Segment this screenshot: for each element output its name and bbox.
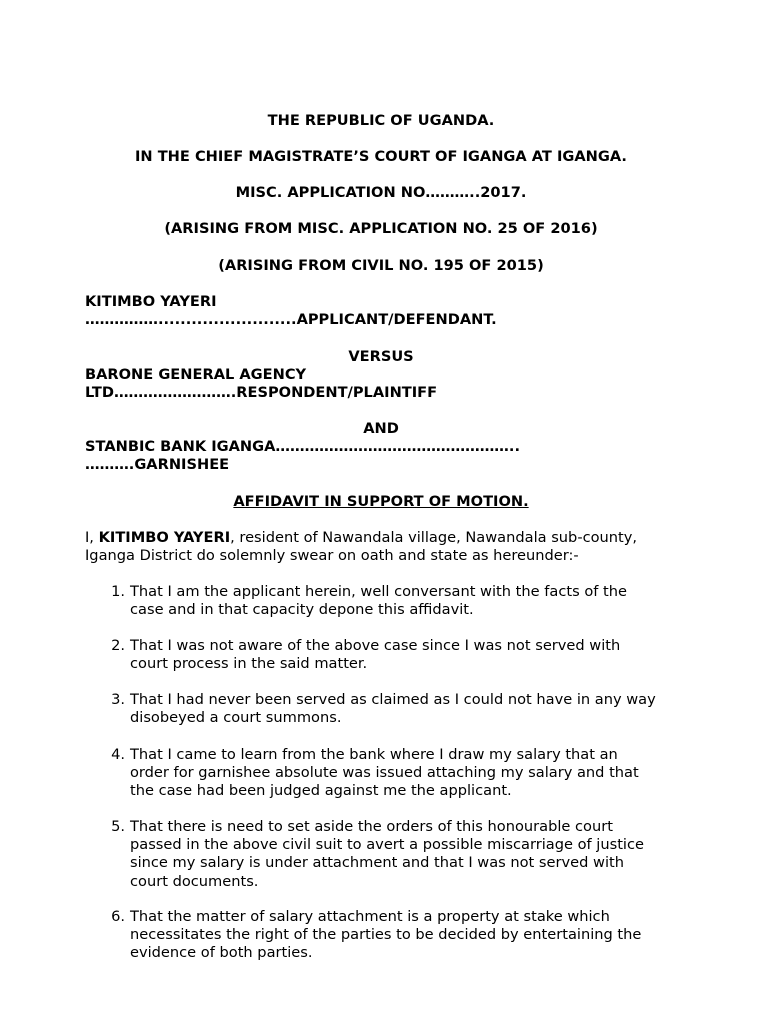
arising-from-application: (ARISING FROM MISC. APPLICATION NO. 25 OF 2016) — [164, 220, 598, 237]
item-line: court process in the said matter. — [130, 655, 368, 673]
item-line: passed in the above civil suit to avert a possible miscarriage of justice — [130, 836, 644, 854]
applicant-name: KITIMBO YAYERI — [85, 293, 217, 310]
applicant-role: …………….........................APPLICANT/DEFENDANT. — [85, 311, 497, 328]
item-line: That there is need to set aside the orders of this honourable court — [130, 818, 613, 835]
item-number: 3. — [111, 691, 125, 708]
intro-line-1 — [85, 529, 637, 546]
item-line: necessitates the right of the parties to be decided by entertaining the — [130, 926, 642, 944]
item-line: evidence of both parties. — [130, 944, 313, 962]
versus-label: VERSUS — [348, 348, 414, 365]
item-line: order for garnishee absolute was issued attaching my salary and that — [130, 764, 639, 782]
item-line: That I am the applicant herein, well conversant with the facts of the — [130, 583, 627, 600]
intro-prefix: I, — [85, 529, 99, 546]
item-line: since my salary is under attachment and that I was not served with — [130, 854, 624, 872]
and-label: AND — [363, 420, 399, 437]
court-heading: IN THE CHIEF MAGISTRATE’S COURT OF IGANGA AT IGANGA. — [135, 148, 627, 165]
item-line: disobeyed a court summons. — [130, 709, 342, 727]
item-number: 6. — [111, 908, 125, 925]
item-number: 5. — [111, 818, 125, 835]
arising-from-civil: (ARISING FROM CIVIL NO. 195 OF 2015) — [218, 257, 544, 274]
intro-line-2: Iganga District do solemnly swear on oath and state as hereunder:- — [85, 547, 579, 564]
deponent-name: KITIMBO YAYERI — [98, 529, 231, 546]
garnishee-role: ……….GARNISHEE — [85, 456, 230, 473]
republic-heading: THE REPUBLIC OF UGANDA. — [267, 112, 495, 129]
item-line: That the matter of salary attachment is a property at stake which — [130, 908, 610, 925]
item-line: court documents. — [130, 872, 259, 890]
intro-rest: , resident of Nawandala village, Nawandala sub-county, — [230, 529, 638, 546]
item-line: That I came to learn from the bank where I draw my salary that an — [130, 746, 618, 763]
garnishee-name: STANBIC BANK IGANGA………………………………………….. — [85, 438, 520, 455]
item-number: 1. — [111, 583, 125, 600]
item-line: the case had been judged against me the applicant. — [130, 782, 512, 800]
item-line: case and in that capacity depone this affidavit. — [130, 601, 474, 619]
item-number: 2. — [111, 637, 125, 654]
item-number: 4. — [111, 746, 125, 763]
item-line: That I was not aware of the above case since I was not served with — [130, 637, 621, 654]
respondent-name: BARONE GENERAL AGENCY — [85, 366, 307, 383]
affidavit-title: AFFIDAVIT IN SUPPORT OF MOTION. — [233, 493, 529, 510]
application-number: MISC. APPLICATION NO………..2017. — [235, 184, 527, 201]
item-line: That I had never been served as claimed as I could not have in any way — [130, 691, 656, 708]
respondent-role: LTD…………………….RESPONDENT/PLAINTIFF — [85, 384, 438, 401]
